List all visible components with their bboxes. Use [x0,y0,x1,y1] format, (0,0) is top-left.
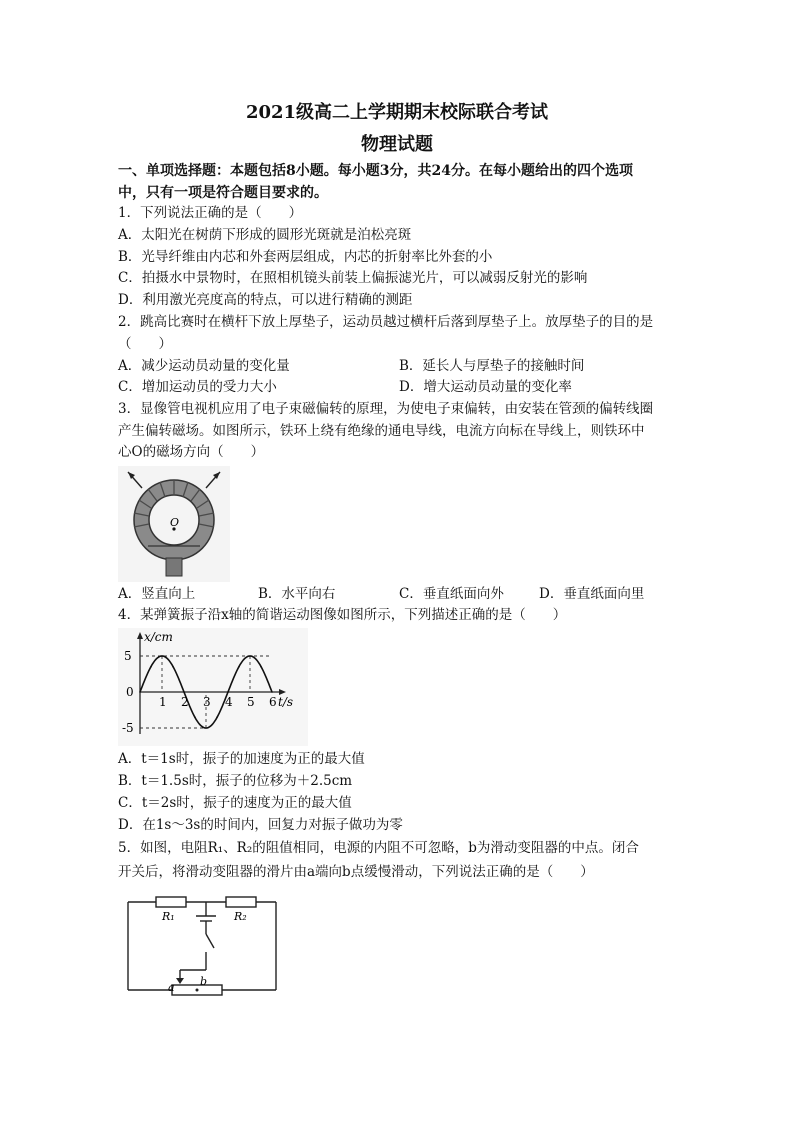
data-point [238,666,240,668]
q4-option-d: D．在1s～3s的时间内，回复力对振子做功为零 [118,817,403,833]
point-b-label: b [200,975,208,988]
q2-option-b: B．延长人与厚垫子的接触时间 [399,358,585,374]
point-a-label: a [168,981,175,994]
data-point [139,691,141,693]
q2-stem-line2: （ ） [118,336,172,352]
q4-option-b: B．t＝1.5s时，振子的位移为＋2.5cm [118,773,353,789]
q1-stem: 1．下列说法正确的是（ ） [118,205,303,221]
r1-resistor [156,897,186,907]
data-point [194,716,196,718]
q5-circuit-figure [122,888,282,1006]
x-tick-label: 3 [203,695,211,709]
data-point [161,655,163,657]
q2-stem-line1: 2．跳高比赛时在横杆下放上厚垫子，运动员越过横杆后落到厚垫子上。放厚垫子的目的是 [118,314,654,330]
q1-option-c: C．拍摄水中景物时，在照相机镜头前装上偏振滤光片，可以减弱反射光的影响 [118,270,588,286]
x-axis-label: t/s [278,695,294,709]
q4-stem: 4．某弹簧振子沿x轴的简谐运动图像如图所示，下列描述正确的是（ ） [118,607,567,623]
y-tick-label: 0 [126,685,134,699]
y-tick-label: -5 [122,721,134,735]
x-tick-label: 5 [247,695,255,709]
q3-iron-ring-figure [118,466,230,582]
data-point [271,691,273,693]
page-subtitle: 物理试题 [361,134,433,155]
data-point [150,666,152,668]
q4-shm-chart [118,628,308,746]
x-tick-label: 1 [159,695,167,709]
x-tick-label: 4 [225,695,233,709]
q4-option-a: A．t＝1s时，振子的加速度为正的最大值 [118,751,365,767]
q5-stem-line1: 5．如图，电阻R₁、R₂的阻值相同，电源的内阻不可忽略，b为滑动变阻器的中点。闭合 [118,840,639,856]
page-title: 2021级高二上学期期末校际联合考试 [245,102,549,123]
data-point [227,691,229,693]
x-tick-label: 2 [181,695,189,709]
y-tick-label: 5 [124,649,132,663]
r1-label: R₁ [162,910,175,923]
q3-option-b: B．水平向右 [258,586,336,602]
q2-option-c: C．增加运动员的受力大小 [118,379,277,395]
data-point [260,666,262,668]
q2-option-d: D．增大运动员动量的变化率 [399,379,572,395]
q3-option-a: A．竖直向上 [118,586,196,602]
section-heading-line2: 中，只有一项是符合题目要求的。 [118,185,328,201]
q3-stem-line3: 心O的磁场方向（ ） [118,444,265,460]
q3-stem-line1: 3．显像管电视机应用了电子束磁偏转的原理，为使电子束偏转，由安装在管颈的偏转线圈 [118,401,654,417]
q3-option-d: D．垂直纸面向里 [539,586,645,602]
r2-resistor [226,897,256,907]
q1-option-b: B．光导纤维由内芯和外套两层组成，内芯的折射率比外套的小 [118,249,493,265]
q3-option-c: C．垂直纸面向外 [399,586,504,602]
q1-option-d: D．利用激光亮度高的特点，可以进行精确的测距 [118,292,413,308]
data-point [216,716,218,718]
x-tick-label: 6 [269,695,277,709]
y-axis-label: x/cm [144,630,173,644]
data-point [249,655,251,657]
section-heading-line1: 一、单项选择题：本题包括8小题。每小题3分，共24分。在每小题给出的四个选项 [118,163,633,179]
data-point [183,691,185,693]
r2-label: R₂ [234,910,247,923]
data-point [205,727,207,729]
q3-stem-line2: 产生偏转磁场。如图所示，铁环上绕有绝缘的通电导线，电流方向标在导线上，则铁环中 [118,423,645,439]
q5-stem-line2: 开关后，将滑动变阻器的滑片由a端向b点缓慢滑动，下列说法正确的是（ ） [118,864,594,880]
q1-option-a: A．太阳光在树荫下形成的圆形光斑就是泊松亮斑 [118,227,412,243]
q2-option-a: A．减少运动员动量的变化量 [118,358,290,374]
q3-center-label: O [170,516,180,529]
data-point [172,666,174,668]
q4-option-c: C．t＝2s时，振子的速度为正的最大值 [118,795,352,811]
